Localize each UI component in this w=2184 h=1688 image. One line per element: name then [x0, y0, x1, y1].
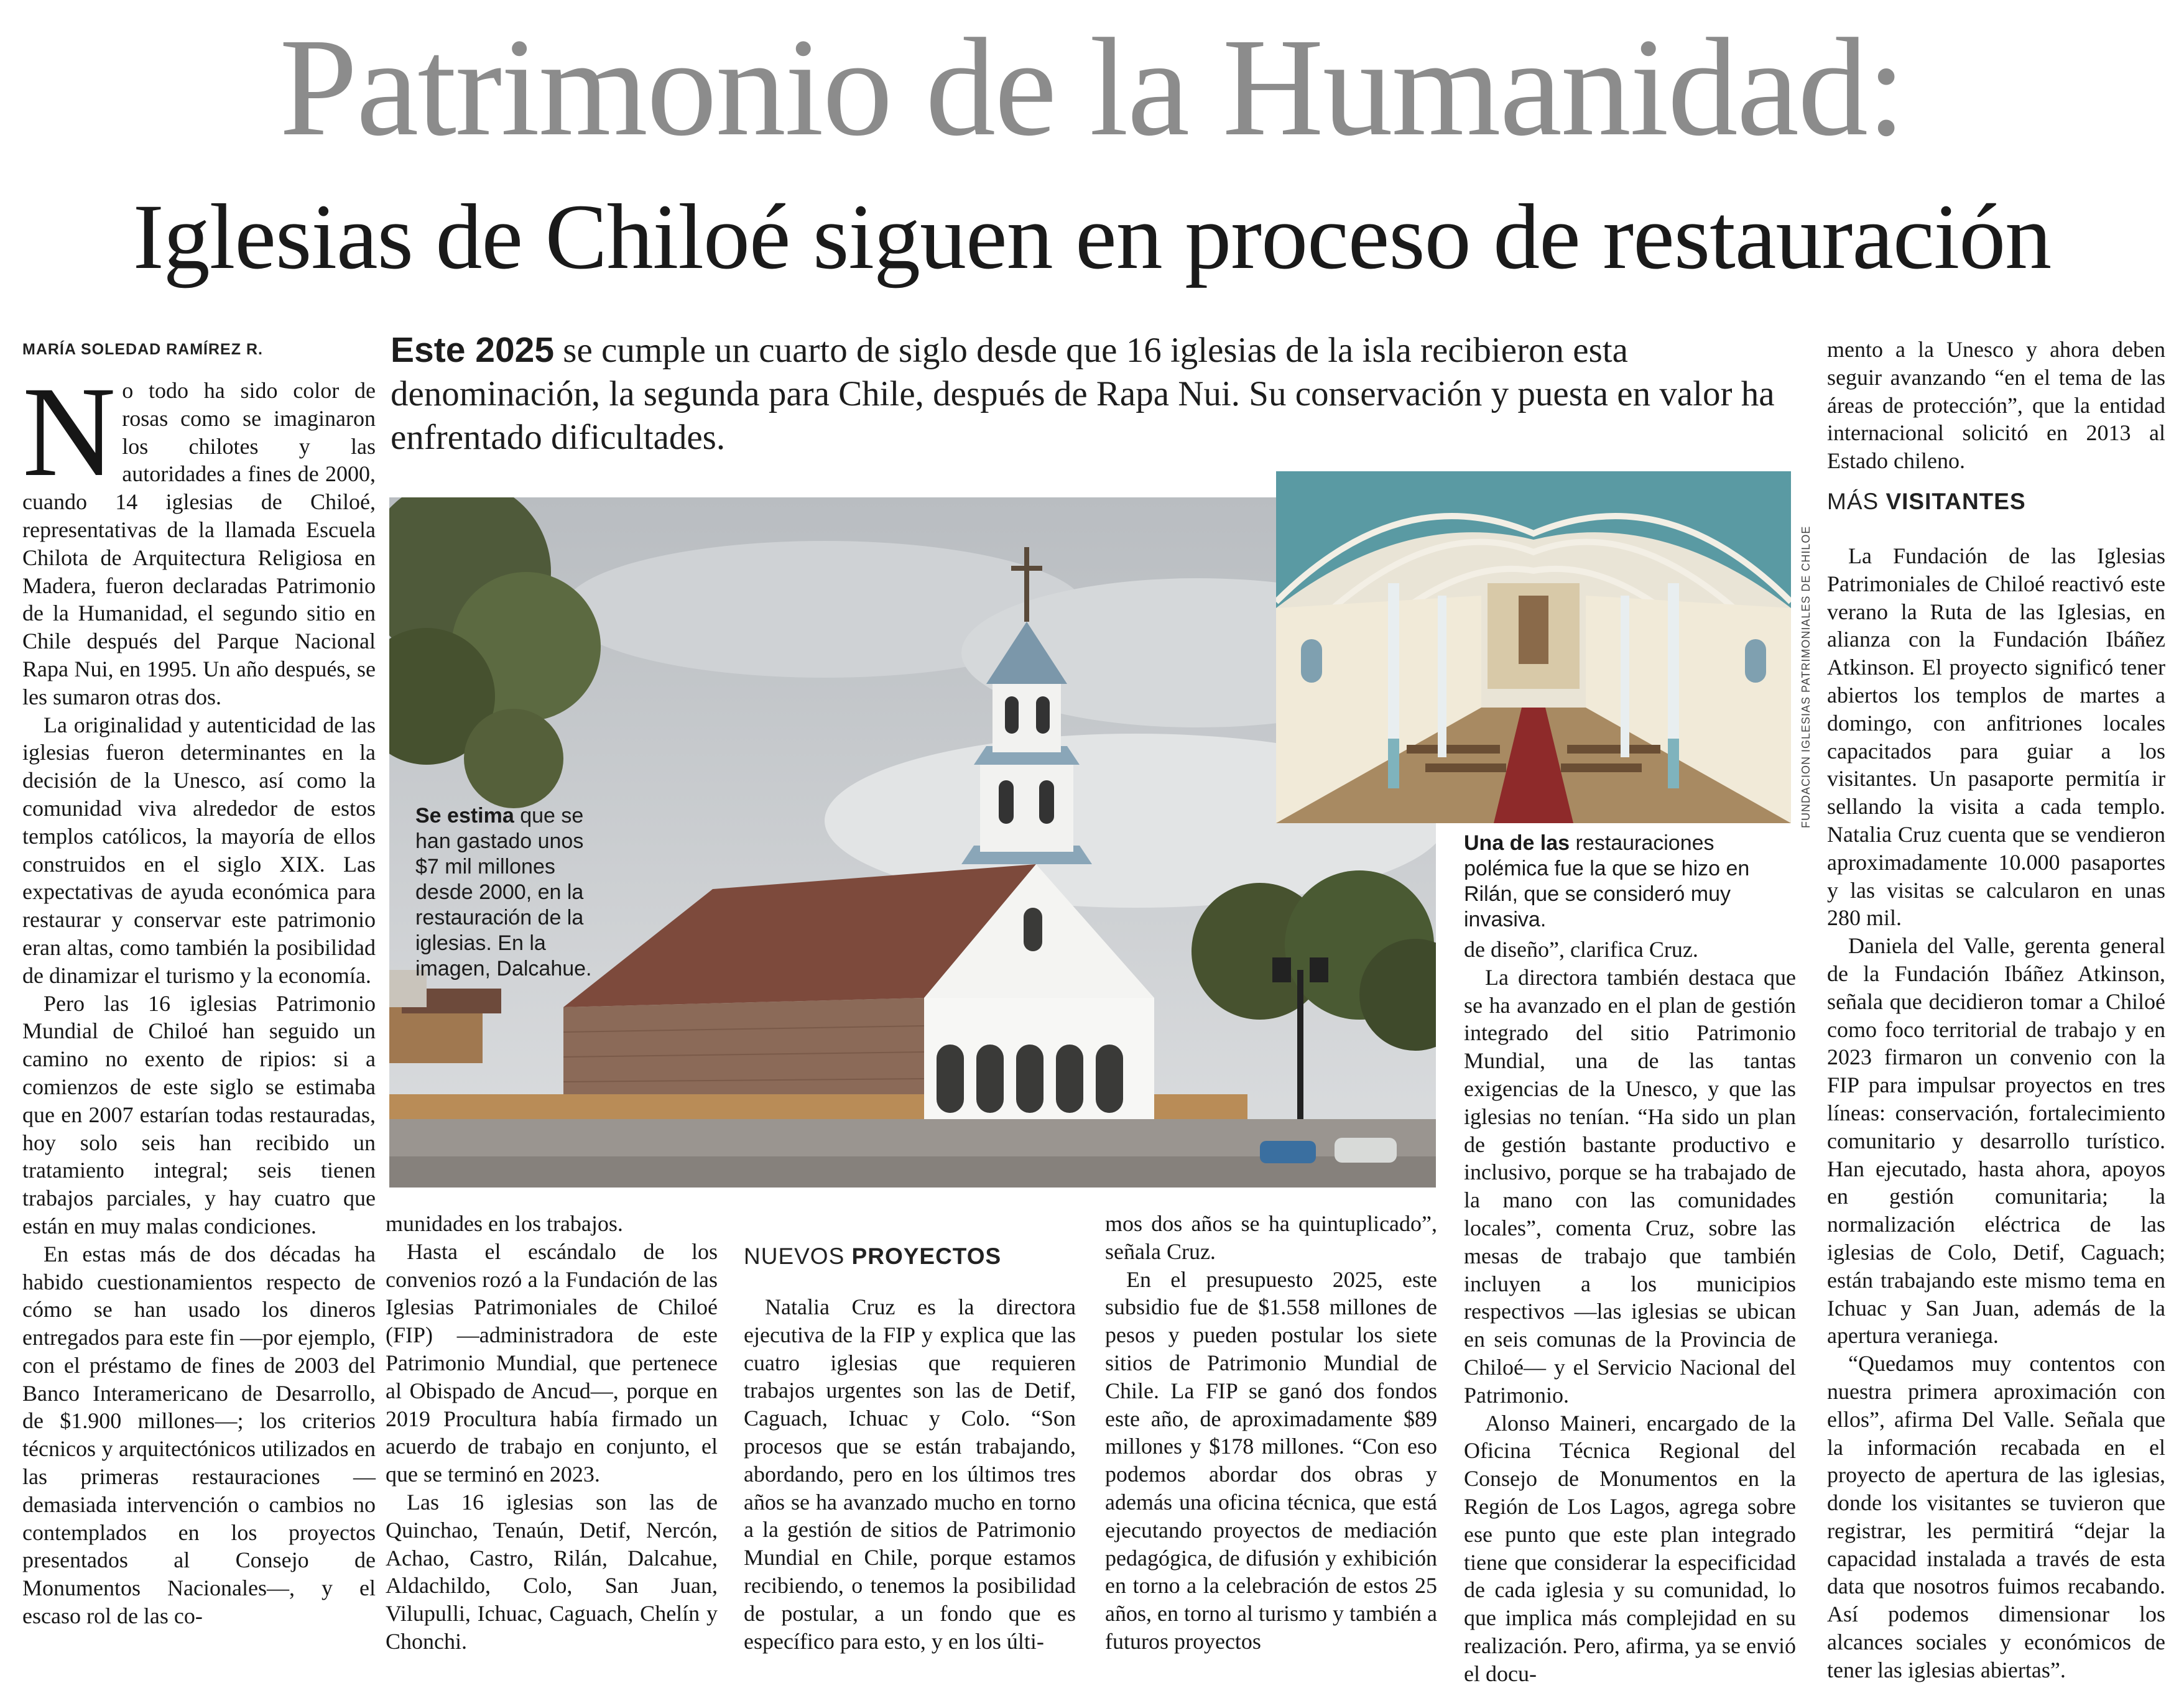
caption-text: que se han gastado unos $7 mil millones desde 2000, en la restauración de la iglesias. En la imagen, Dalcahue. [415, 804, 592, 980]
paragraph: Alonso Maineri, encargado de la Oficina Técnica Regional del Consejo de Monumentos en la Región de Los Lagos, agrega sobre ese punto que este plan integrado tiene que considerar la especificidad de cada iglesia y su comunidad, lo que implica más complejidad en su realización. Pero, afirma, ya se envió el docu- [1464, 1410, 1796, 1686]
photo-caption-1 [415, 803, 596, 982]
paragraph: mento a la Unesco y ahora deben seguir avanzando “en el tema de las áreas de protección”, que la entidad internacional solicitó en 2013 al Estado chileno. [1827, 337, 2165, 474]
article-column-3 [744, 1293, 1076, 1655]
section-heading-mas-visitantes [1827, 489, 2026, 515]
photo-caption-2 [1464, 831, 1800, 933]
paragraph: Pero las 16 iglesias Patrimonio Mundial de Chiloé han seguido un camino no exento de ripios: si a comienzos de este siglo se estimaba que en 2007 estarían todas restauradas, hoy solo seis han recibido un tratamiento integral; seis tienen trabajos parciales, y hay cuatro que están en muy malas condiciones. [22, 990, 376, 1238]
paragraph: La directora también destaca que se ha avanzado en el plan de gestión integrado del sitio Patrimonio Mundial, una de las tantas exigencias de la Unesco, y que las iglesias no tenían. “Ha sido un plan de gestión bastante productivo e inclusivo, porque se ha trabajado de la mano con las comunidades locales”, comenta Cruz, sobre las mesas de trabajo que también incluyen a los municipios respectivos —las iglesias se ubican en seis comunas de la Provincia de Chiloé— y el Servicio Nacional del Patrimonio. [1464, 964, 1796, 1408]
section-heading-bold: PROYECTOS [851, 1243, 1002, 1269]
paragraph: mos dos años se ha quintuplicado”, señala Cruz. [1105, 1211, 1437, 1264]
article-column-6 [1827, 542, 2165, 1684]
caption-bold: Se estima [415, 804, 514, 828]
lede-bold: Este 2025 [391, 330, 555, 370]
paragraph: munidades en los trabajos. [386, 1211, 623, 1236]
section-heading-light: NUEVOS [744, 1243, 852, 1269]
caption-text: restauraciones polémica fue la que se hizo en Rilán, que se consideró muy invasiva. [1464, 831, 1750, 931]
byline: MARÍA SOLEDAD RAMÍREZ R. [22, 341, 263, 358]
paragraph-text: o todo ha sido color de rosas como se imaginaron los chilotes y las autoridades a fines de 2000, cuando 14 iglesias de Chiloé, representativas de la llamada Escuela Chilota de Arquitectura Religiosa en Madera, fueron declaradas Patrimonio de la Humanidad, el segundo sitio en Chile después del Parque Nacional Rapa Nui, en 1995. Un año después, se les sumaron otras dos. [22, 378, 376, 709]
article-column-6-top [1827, 336, 2165, 475]
section-heading-bold: VISITANTES [1886, 489, 2026, 514]
paragraph: “Quedamos muy contentos con nuestra primera aproximación con ellos”, afirma Del Valle. Señala que la información recabada en el proyecto de apertura de las iglesias, donde los visitantes se tuvieron que registrar, les permitirá “dejar la capacidad instalada a través de esta data que nosotros fuimos recabando. Así podemos dimensionar los alcances sociales y económicos de tener las iglesias abiertas”. [1827, 1351, 2165, 1682]
lede [391, 328, 1784, 459]
drop-cap: N [22, 360, 116, 503]
article-column-2 [386, 1210, 718, 1656]
paragraph: de diseño”, clarifica Cruz. [1464, 937, 1698, 962]
article-column-1 [22, 360, 376, 1630]
paragraph: La Fundación de las Iglesias Patrimoniales de Chiloé reactivó este verano la Ruta de las Iglesias, en alianza con la Fundación Ibáñez Atkinson. El proyecto significó tener abiertos los templos de martes a domingo, con anfitriones locales capacitados para guiar a los visitantes. Un pasaporte permitía ir sellando la visita a cada templo. Natalia Cruz cuenta que se vendieron aproximadamente 10.000 pasaportes y las visitas se calcularon en unas 280 mil. [1827, 543, 2165, 931]
lede-text: se cumple un cuarto de siglo desde que 16 iglesias de la isla recibieron esta denominación, la segunda para Chile, después de Rapa Nui. Su conservación y puesta en valor ha enfrentado dificultades. [391, 331, 1775, 457]
paragraph: En estas más de dos décadas ha habido cuestionamientos respecto de cómo se han usado los dineros entregados para este fin —por ejemplo, con el préstamo de fines de 2003 del Banco Interamericano de Desarrollo, de $1.900 millones—; los criterios técnicos y arquitectónicos utilizados en las primeras restauraciones —demasiada intervención o cambios no contemplados en los proyectos presentados al Consejo de Monumentos Nacionales—, y el escaso rol de las co- [22, 1241, 376, 1629]
paragraph: En el presupuesto 2025, este subsidio fue de $1.558 millones de pesos y pueden postular los siete sitios de Patrimonio Mundial de Chile. La FIP se ganó dos fondos este año, de aproximadamente $89 millones y $178 millones. “Con eso podemos abordar dos obras y además una oficina técnica, que está ejecutando proyectos de mediación pedagógica, de difusión y exhibición en torno a la celebración de estos 25 años, en torno al turismo y también a futuros proyectos [1105, 1266, 1437, 1654]
photo-credit: FUNDACION IGLESIAS PATRIMONIALES DE CHILOE [1800, 525, 1812, 828]
paragraph: Daniela del Valle, gerenta general de la Fundación Ibáñez Atkinson, señala que decidieron tomar a Chiloé como foco territorial de trabajo y en 2023 firmaron un convenio con la FIP para impulsar proyectos en tres líneas: conservación, fortalecimiento comunitario y desarrollo turístico. Han ejecutado, hasta ahora, apoyos en gestión comunitaria; la normalización eléctrica de las iglesias de Colo, Detif, Caguach; están trabajando este mismo tema en Ichuac y San Juan, además de la apertura veraniega. [1827, 933, 2165, 1349]
section-heading-nuevos-proyectos [744, 1243, 1001, 1270]
section-heading-light: MÁS [1827, 489, 1886, 514]
paragraph [22, 360, 376, 711]
paragraph: La originalidad y autenticidad de las iglesias fueron determinantes en la decisión de la Unesco, así como la comunidad viva alrededor de estos templos católicos, la mayoría de ellos construidos en el siglo XIX. Las expectativas de ayuda económica para restaurar y conservar este patrimonio eran altas, como también la posibilidad de dinamizar el turismo y la economía. [22, 712, 376, 988]
paragraph: Natalia Cruz es la directora ejecutiva de la FIP y explica que las cuatro iglesias que requieren trabajos urgentes son las de Detif, Caguach, Ichuac y Colo. “Son procesos que se están trabajando, abordando, pero en los últimos tres años se ha avanzado mucho en torno a la gestión de sitios de Patrimonio Mundial en Chile, porque estamos recibiendo, o tenemos la posibilidad de postular, a un fondo que es específico para esto, y en los últi- [744, 1294, 1076, 1654]
photo-rilan-interior [1276, 471, 1791, 823]
article-column-5 [1464, 936, 1796, 1688]
kicker-title: Patrimonio de la Humanidad: [279, 9, 1905, 165]
paragraph: Las 16 iglesias son las de Quinchao, Tenaún, Detif, Nercón, Achao, Castro, Rilán, Dalcahue, Aldachildo, Colo, San Juan, Vilupulli, Ichuac, Caguach, Chelín y Chonchi. [386, 1489, 718, 1654]
paragraph: Hasta el escándalo de los convenios rozó a la Fundación de las Iglesias Patrimoniales de Chiloé (FIP) —administradora de este Patrimonio Mundial, que pertenece al Obispado de Ancud—, porque en 2019 Procultura había firmado un acuerdo de trabajo en conjunto, el que se terminó en 2023. [386, 1238, 718, 1487]
article-column-4 [1105, 1210, 1437, 1656]
caption-bold: Una de las [1464, 831, 1570, 855]
headline: Iglesias de Chiloé siguen en proceso de restauración [132, 185, 2052, 288]
